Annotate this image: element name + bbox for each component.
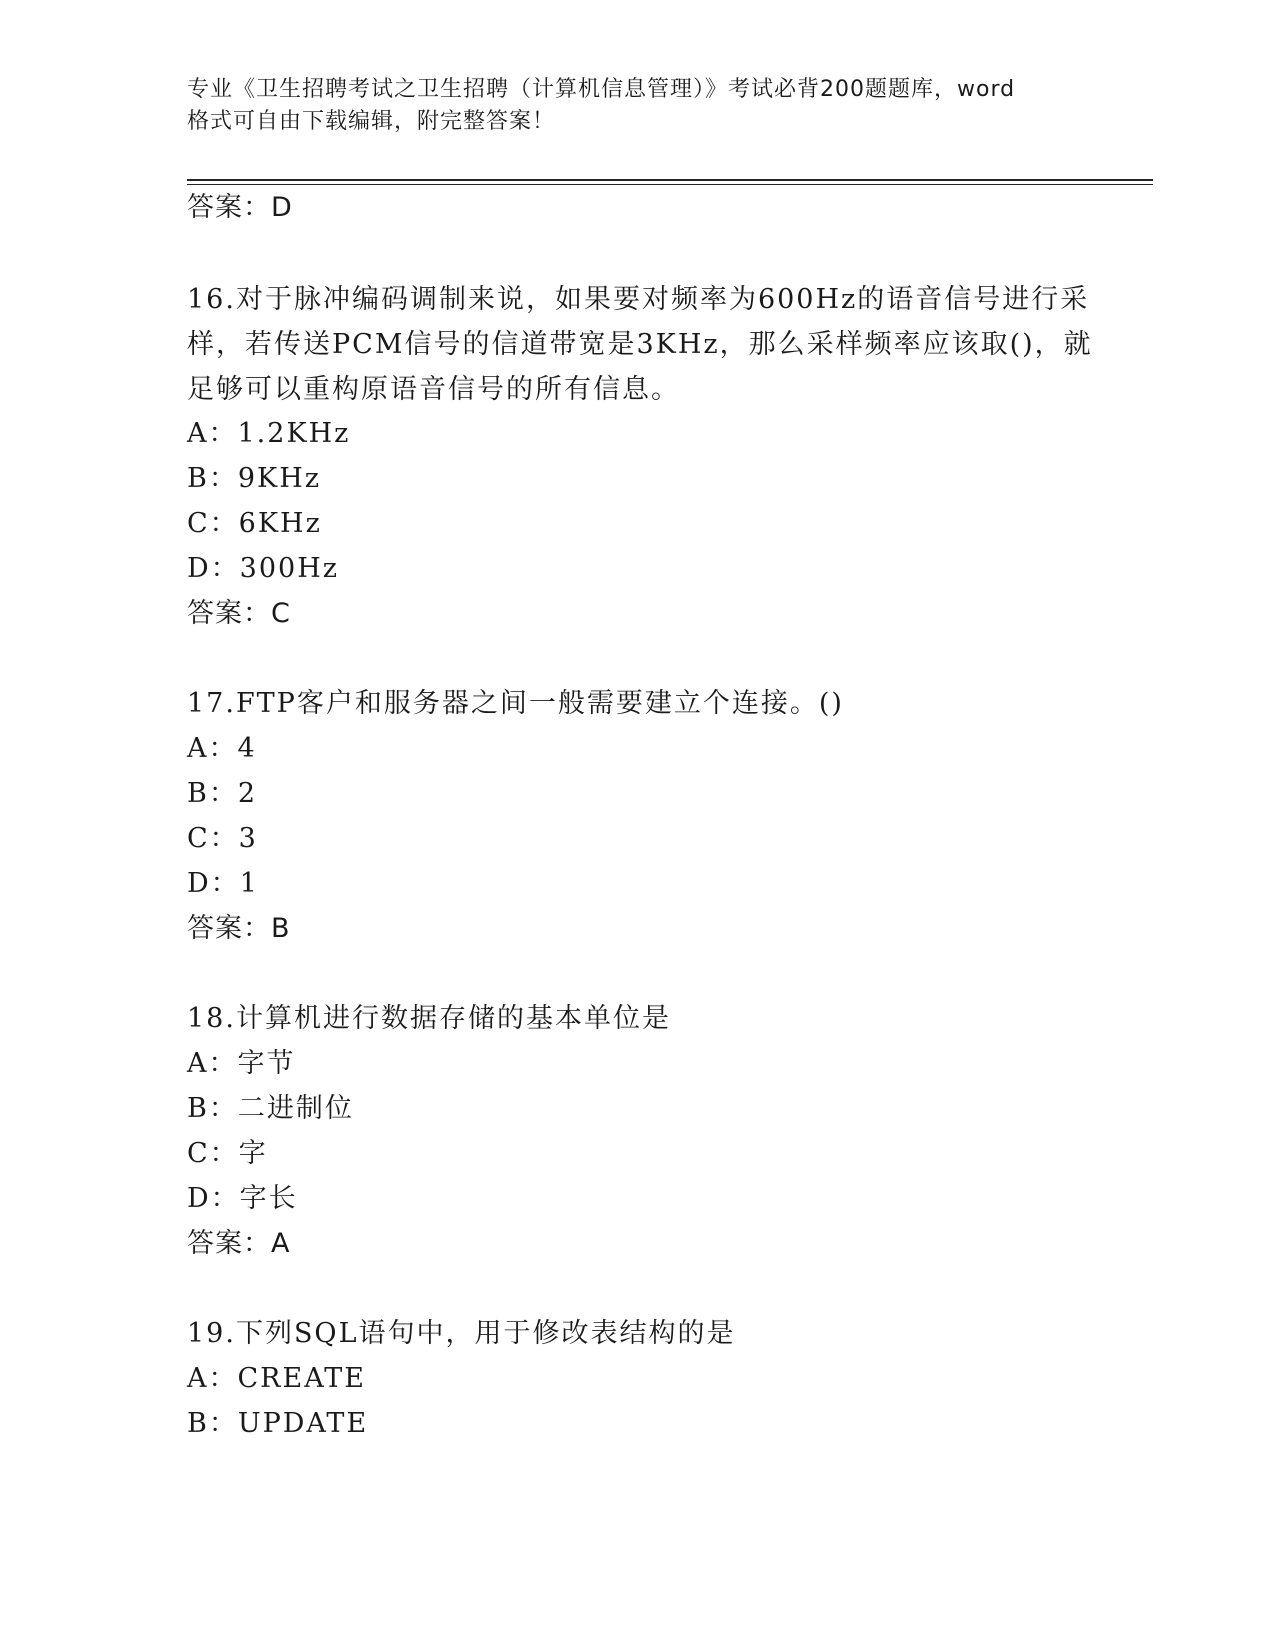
document-header <box>187 74 1087 138</box>
option-text: 9KHz <box>237 463 321 494</box>
question-19-line-1: 19.下列SQL语句中，用于修改表结构的是 <box>187 1318 736 1349</box>
option-text: 3 <box>238 823 258 854</box>
option-label: A： <box>187 1048 238 1079</box>
answer-previous: 答案：D <box>187 192 293 223</box>
question-19-option-b <box>187 1406 368 1442</box>
question-18-answer: 答案：A <box>187 1228 291 1259</box>
question-16-line-2: 样，若传送PCM信号的信道带宽是3KHz，那么采样频率应该取()，就 <box>187 329 1093 360</box>
question-18-option-d <box>187 1181 298 1217</box>
question-18-option-b <box>187 1091 354 1127</box>
question-16-line-1: 16.对于脉冲编码调制来说，如果要对频率为600Hz的语音信号进行采 <box>187 284 1090 315</box>
question-19-option-a <box>187 1361 366 1397</box>
option-label: A： <box>187 1363 238 1394</box>
option-text: 1 <box>239 868 259 899</box>
question-18-option-c <box>187 1136 268 1172</box>
option-text: 6KHz <box>238 508 322 539</box>
option-label: D： <box>187 553 240 584</box>
option-label: B： <box>187 1408 238 1439</box>
option-text: UPDATE <box>237 1408 369 1439</box>
option-text: 字长 <box>239 1183 298 1214</box>
header-divider <box>187 179 1153 181</box>
option-label: B： <box>187 463 238 494</box>
option-label: C： <box>187 1138 239 1169</box>
option-text: 1.2KHz <box>237 418 351 449</box>
question-17-option-a <box>187 731 257 767</box>
option-label: D： <box>187 868 240 899</box>
question-17-option-d <box>187 866 259 902</box>
option-text: 2 <box>237 778 258 809</box>
option-label: B： <box>187 1093 238 1124</box>
option-label: A： <box>187 733 238 764</box>
option-text: 300Hz <box>239 553 339 584</box>
option-text: 字 <box>238 1138 268 1169</box>
question-16-line-3: 足够可以重构原语音信号的所有信息。 <box>187 374 680 405</box>
option-label: C： <box>187 823 239 854</box>
option-label: B： <box>187 778 238 809</box>
option-text: 二进制位 <box>237 1093 354 1124</box>
question-17-option-b <box>187 776 257 812</box>
option-text: CREATE <box>237 1363 366 1394</box>
option-label: C： <box>187 508 239 539</box>
header-divider-thin <box>187 184 1153 185</box>
question-16-option-b <box>187 461 321 497</box>
header-line-2: 格式可自由下载编辑，附完整答案！ <box>187 109 556 134</box>
question-17-answer: 答案：B <box>187 913 291 944</box>
option-text: 4 <box>237 733 257 764</box>
question-16-option-d <box>187 551 339 587</box>
question-16-answer: 答案：C <box>187 598 291 629</box>
option-label: D： <box>187 1183 240 1214</box>
question-18-line-1: 18.计算机进行数据存储的基本单位是 <box>187 1003 671 1034</box>
question-16-option-a <box>187 416 350 452</box>
option-label: A： <box>187 418 238 449</box>
question-17-option-c <box>187 821 258 857</box>
option-text: 字节 <box>237 1048 296 1079</box>
header-line-1: 专业《卫生招聘考试之卫生招聘（计算机信息管理）》考试必背200题题库，word <box>187 77 1016 102</box>
question-18-option-a <box>187 1046 296 1082</box>
question-17-line-1: 17.FTP客户和服务器之间一般需要建立个连接。() <box>187 688 844 719</box>
question-16-option-c <box>187 506 322 542</box>
